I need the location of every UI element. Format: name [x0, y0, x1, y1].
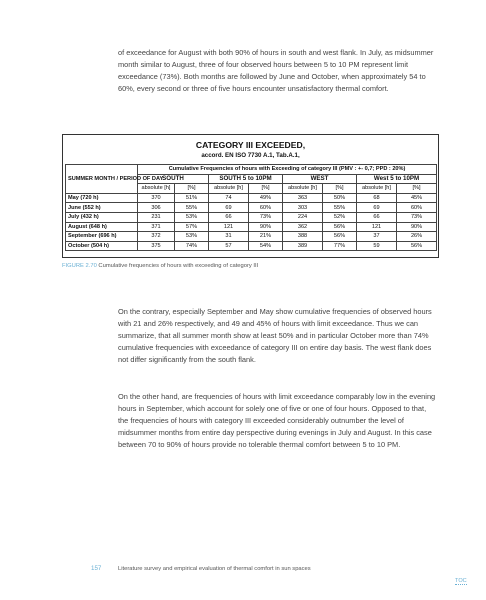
table-cell: 56%	[323, 232, 357, 242]
table-cell: 59	[357, 241, 397, 251]
toc-link[interactable]: TOC	[455, 578, 467, 584]
table-cell: 55%	[323, 203, 357, 213]
table-cell: 90%	[397, 222, 437, 232]
table-cell: 53%	[175, 212, 209, 222]
table-cell: 362	[283, 222, 323, 232]
table-cell: 306	[138, 203, 175, 213]
group-header: SOUTH	[138, 174, 209, 184]
table-cell: 31	[209, 232, 249, 242]
figure-label: FIGURE 2.70	[62, 263, 97, 269]
cumulative-frequency-header: Cumulative Frequencies of hours with Exceeding of category III (PMV : +- 0,7; PPD : 20%)	[138, 165, 437, 175]
table-cell: 363	[283, 193, 323, 203]
unit-header: absolute [h]	[283, 184, 323, 194]
table-cell: 303	[283, 203, 323, 213]
table-cell: 53%	[175, 232, 209, 242]
table-cell: 52%	[323, 212, 357, 222]
body-paragraph-2: On the contrary, especially September and May show cumulative frequencies of observed hours with 21 and 26% respectively, and 49 and 45% of hours with limit exceedance. Thus we can summarize, that all summer month show at least 50% and in particular October more than 74% cumulative frequencies with exceedance of category III on entire day basis. The west flank does not differ significantly from the south flank.	[118, 307, 432, 364]
unit-header: [%]	[323, 184, 357, 194]
table-cell: 21%	[249, 232, 283, 242]
table-cell: 26%	[397, 232, 437, 242]
running-title: Literature survey and empirical evaluation of thermal comfort in sun spaces	[118, 566, 311, 572]
unit-header: [%]	[175, 184, 209, 194]
group-header: WEST	[283, 174, 357, 184]
figure-table-box	[62, 134, 439, 258]
table-cell: 74%	[175, 241, 209, 251]
unit-header: [%]	[249, 184, 283, 194]
table-cell: 375	[138, 241, 175, 251]
table-cell: 73%	[249, 212, 283, 222]
table-cell: 69	[357, 203, 397, 213]
row-label: October (504 h)	[66, 241, 138, 251]
row-label: May (720 h)	[66, 193, 138, 203]
table-cell: 371	[138, 222, 175, 232]
row-label: September (696 h)	[66, 232, 138, 242]
table-cell: 372	[138, 232, 175, 242]
table-cell: 77%	[323, 241, 357, 251]
figure-caption-text: Cumulative frequencies of hours with exceeding of category III	[98, 263, 259, 269]
table-cell: 56%	[323, 222, 357, 232]
table-cell: 121	[209, 222, 249, 232]
table-row	[66, 203, 437, 213]
table-row	[66, 222, 437, 232]
figure-title: CATEGORY III EXCEEDED,	[195, 140, 306, 150]
figure-caption	[62, 263, 258, 269]
table-cell: 57%	[175, 222, 209, 232]
unit-header: absolute [h]	[357, 184, 397, 194]
unit-header: [%]	[397, 184, 437, 194]
unit-header: absolute [h]	[209, 184, 249, 194]
table-cell: 37	[357, 232, 397, 242]
table-cell: 90%	[249, 222, 283, 232]
table-cell: 388	[283, 232, 323, 242]
group-header: West 5 to 10PM	[357, 174, 437, 184]
row-label: June (552 h)	[66, 203, 138, 213]
table-cell: 55%	[175, 203, 209, 213]
body-paragraph-1: of exceedance for August with both 90% of hours in south and west flank. In July, as midsummer month similar to August, three of four observed hours between 5 to 10 PM represent limit exceedance (73%). Both months are followed by June and October, when approximately 54 to 60%, every second or three of five hours encounter unsatisfactory thermal comfort.	[118, 48, 434, 93]
period-header: SUMMER MONTH / PERIOD OF DAY	[66, 165, 138, 194]
table-row	[66, 212, 437, 222]
table-cell: 60%	[397, 203, 437, 213]
table-cell: 73%	[397, 212, 437, 222]
table-row	[66, 232, 437, 242]
table-cell: 389	[283, 241, 323, 251]
table-cell: 69	[209, 203, 249, 213]
table-cell: 57	[209, 241, 249, 251]
group-header: SOUTH 5 to 10PM	[209, 174, 283, 184]
table-cell: 370	[138, 193, 175, 203]
table-cell: 54%	[249, 241, 283, 251]
row-label: July (432 h)	[66, 212, 138, 222]
figure-subtitle: accord. EN ISO 7730 A.1, Tab.A.1,	[201, 152, 300, 159]
table-cell: 231	[138, 212, 175, 222]
table-cell: 56%	[397, 241, 437, 251]
table-row	[66, 241, 437, 251]
row-label: August (648 h)	[66, 222, 138, 232]
table-cell: 66	[357, 212, 397, 222]
page-number: 157	[91, 565, 102, 572]
table-cell: 50%	[323, 193, 357, 203]
table-cell: 74	[209, 193, 249, 203]
table-cell: 121	[357, 222, 397, 232]
table-cell: 45%	[397, 193, 437, 203]
table-cell: 66	[209, 212, 249, 222]
table-row	[66, 193, 437, 203]
table-cell: 68	[357, 193, 397, 203]
table-cell: 60%	[249, 203, 283, 213]
table-cell: 51%	[175, 193, 209, 203]
exceedance-table	[65, 164, 437, 251]
table-cell: 49%	[249, 193, 283, 203]
body-paragraph-3: On the other hand, are frequencies of hours with limit exceedance comparably low in the evening hours in September, which account for solely one of five or one of four hours. Opposed to that, the frequencies of hours with category III exceeded considerably outnumber the level of midsummer months from entire day perspective during evenings in July and August. In this case between 70 to 90% of hours provide no tolerable thermal comfort between 5 to 10 PM.	[118, 392, 436, 449]
unit-header: absolute [h]	[138, 184, 175, 194]
table-cell: 224	[283, 212, 323, 222]
